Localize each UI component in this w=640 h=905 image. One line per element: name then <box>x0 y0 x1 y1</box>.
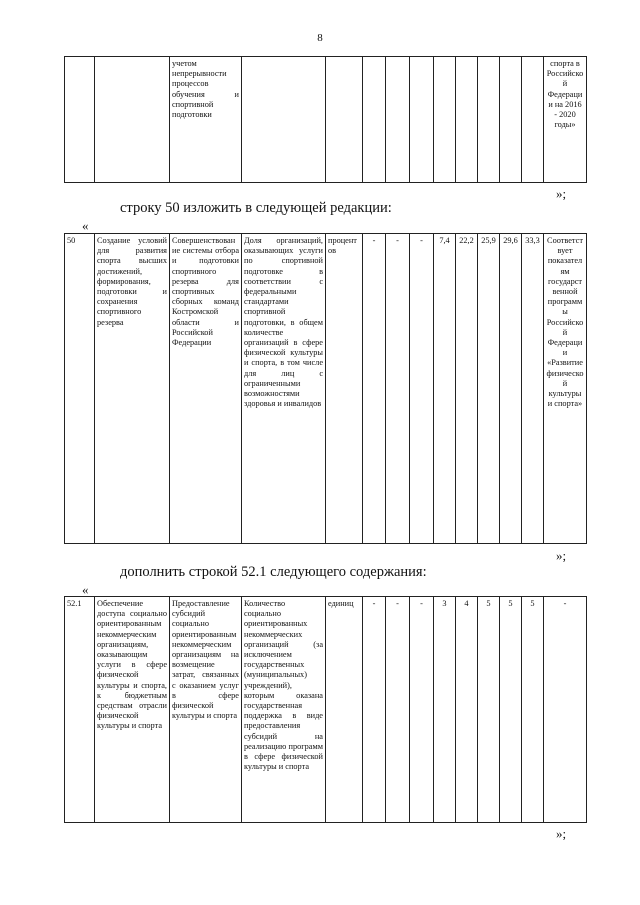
closing-quote: »; <box>556 186 567 201</box>
cell <box>500 57 522 183</box>
goal-cell: Создание условий для развития спорта высших достижений, формирования, подготовки и сохранения спортивного резерва <box>95 234 170 544</box>
value-cell: - <box>363 234 386 544</box>
cell <box>242 57 326 183</box>
closing-quote: »; <box>556 826 567 841</box>
cell <box>434 57 456 183</box>
cell <box>456 57 478 183</box>
table-row-50 <box>64 233 587 544</box>
value-cell: - <box>386 597 410 823</box>
closing-quote: »; <box>556 548 567 563</box>
cell <box>95 57 170 183</box>
table-continuation <box>64 56 587 183</box>
value-cell: 3 <box>434 597 456 823</box>
value-cell: 22,2 <box>456 234 478 544</box>
cell <box>522 57 544 183</box>
value-cell: 25,9 <box>478 234 500 544</box>
task-cell: Предоставление субсидий социально ориентированным некоммерческим организациям на возмещение затрат, связанных с оказанием услуг в сфере физической культуры и спорта <box>170 597 242 823</box>
value-cell: - <box>386 234 410 544</box>
value-cell: - <box>363 597 386 823</box>
cell <box>478 57 500 183</box>
task-cell: учетом непрерывности процессов обучения и спортивной подготовки <box>170 57 242 183</box>
table-row-52-1 <box>64 596 587 823</box>
instruction-text: дополнить строкой 52.1 следующего содержания: <box>120 564 427 580</box>
goal-cell: Обеспечение доступа социально ориентированным некоммерческим организациям, оказывающим услуги в сфере физической культуры и спорта, к бюджетным средствам отрасли физической культуры и спорта <box>95 597 170 823</box>
value-cell: 4 <box>456 597 478 823</box>
value-cell: 5 <box>500 597 522 823</box>
source-cell: - <box>544 597 587 823</box>
opening-quote: « <box>82 218 89 233</box>
value-cell: - <box>410 234 434 544</box>
page-number: 8 <box>317 32 323 44</box>
instruction-text: строку 50 изложить в следующей редакции: <box>120 200 392 216</box>
value-cell: 7,4 <box>434 234 456 544</box>
value-cell: - <box>410 597 434 823</box>
cell <box>326 57 363 183</box>
unit-cell: процентов <box>326 234 363 544</box>
value-cell: 33,3 <box>522 234 544 544</box>
value-cell: 5 <box>522 597 544 823</box>
row-number: 52.1 <box>65 597 95 823</box>
indicator-cell: Доля организаций, оказывающих услуги по спортивной подготовке в соответствии с федеральными стандартами спортивной подготовки, в общем количестве организаций в сфере физической культуры и спорта, в том числе для лиц с ограниченными возможностями здоровья и инвалидов <box>242 234 326 544</box>
unit-cell: единиц <box>326 597 363 823</box>
row-number: 50 <box>65 234 95 544</box>
cell <box>363 57 386 183</box>
indicator-cell: Количество социально ориентированных некоммерческих организаций (за исключением государственных (муниципальных) учреждений), которым оказана государственная поддержка в виде предоставления субсидий на реализацию программ в сфере физической культуры и спорта <box>242 597 326 823</box>
cell <box>65 57 95 183</box>
cell <box>410 57 434 183</box>
value-cell: 29,6 <box>500 234 522 544</box>
cell <box>386 57 410 183</box>
task-cell: Совершенствование системы отбора и подготовки спортивного резерва для спортивных сборных команд Костромской области и Российской Федерации <box>170 234 242 544</box>
opening-quote: « <box>82 582 89 597</box>
value-cell: 5 <box>478 597 500 823</box>
source-cell: спорта в Российской Федерации на 2016 - 2020 годы» <box>544 57 587 183</box>
source-cell: Соответствует показателям государственной программы Российской Федерации «Развитие физической культуры и спорта» <box>544 234 587 544</box>
